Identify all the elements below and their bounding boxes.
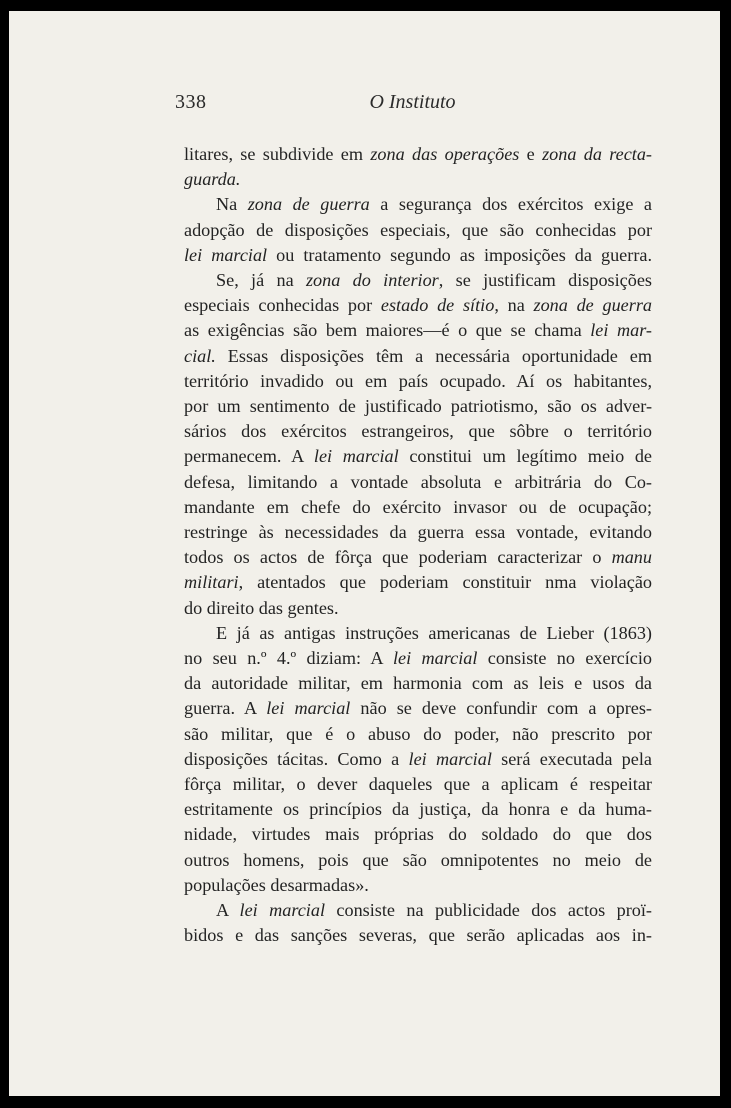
- text-line: [184, 898, 652, 923]
- italic-run: zona das operações: [370, 144, 520, 164]
- text-run: fôrça militar, o dever daqueles que a aplicam é respeitar: [184, 774, 652, 795]
- text-run: todos os actos de fôrça que poderiam caracterizar o: [184, 547, 612, 568]
- text-run: , atentados que poderiam constituir nma violação: [238, 572, 652, 593]
- italic-run: estado de sítio: [380, 295, 495, 316]
- text-run: no seu n.º 4.º diziam: A: [184, 648, 393, 669]
- text-line: [184, 344, 652, 369]
- text-run: território invadido ou em país ocupado. Aí os habitantes,: [184, 370, 652, 391]
- italic-run: lei marcial: [184, 244, 268, 265]
- text-run: guerra. A: [184, 698, 267, 719]
- text-run: mandante em chefe do exército invasor ou de ocupação;: [184, 496, 652, 517]
- text-line: [184, 520, 652, 545]
- italic-run: militari: [184, 572, 239, 593]
- text-line: [184, 722, 652, 747]
- text-line: [184, 470, 652, 495]
- italic-run: zona de guerra: [533, 295, 652, 316]
- text-line: [184, 394, 652, 419]
- paragraph: [184, 621, 652, 898]
- text-run: ou tratamento segundo as imposições da guerra.: [267, 244, 652, 265]
- text-line: [184, 646, 652, 671]
- text-run: nidade, virtudes mais próprias do soldado do que dos: [184, 824, 652, 845]
- italic-run: guarda.: [184, 169, 241, 190]
- text-line: [184, 293, 652, 318]
- text-run: restringe às necessidades da guerra essa vontade, evitando: [184, 522, 652, 543]
- text-line: [184, 419, 652, 444]
- text-run: , se justificam disposições: [438, 270, 652, 291]
- text-run: a segurança dos exércitos exige a: [369, 194, 652, 215]
- text-run: outros homens, pois que são omnipotentes no meio de: [184, 849, 652, 870]
- paragraph: [184, 142, 652, 192]
- italic-run: lei marcial: [266, 698, 351, 719]
- text-run: disposições tácitas. Como a: [184, 748, 409, 769]
- text-line: [184, 268, 652, 293]
- text-run: populações desarmadas».: [184, 874, 369, 895]
- text-run: não se deve confundir com a opres-: [350, 698, 652, 719]
- text-run: por um sentimento de justificado patriotismo, são os adver-: [184, 396, 652, 417]
- text-run: sários dos exércitos estrangeiros, que sôbre o território: [184, 421, 652, 442]
- italic-run: zona de guerra: [247, 194, 370, 215]
- text-run: estritamente os princípios da justiça, da honra e da huma-: [184, 799, 652, 820]
- running-title: O Instituto: [369, 91, 456, 113]
- text-run: permanecem. A: [184, 446, 314, 467]
- text-run: constitui um legítimo meio de: [398, 446, 652, 467]
- text-line: [184, 747, 652, 772]
- text-run: Essas disposições têm a necessária oportunidade em: [215, 345, 652, 366]
- page-header: [175, 91, 650, 121]
- text-run: E já as antigas instruções americanas de Lieber (1863): [216, 622, 652, 643]
- text-run: defesa, limitando a vontade absoluta e arbitrária do Co-: [184, 471, 652, 492]
- text-line: [184, 570, 652, 595]
- text-run: são militar, que é o abuso do poder, não prescrito por: [184, 723, 652, 744]
- text-run: A: [216, 900, 240, 921]
- body-text: [184, 142, 652, 949]
- italic-run: zona da recta-: [542, 144, 652, 164]
- italic-run: cial.: [184, 345, 216, 366]
- text-line: [184, 671, 652, 696]
- text-line: [184, 243, 652, 268]
- text-line: [184, 218, 652, 243]
- text-run: será executada pela: [491, 748, 652, 769]
- text-line: [184, 797, 652, 822]
- text-line: [184, 167, 652, 192]
- text-line: [184, 369, 652, 394]
- paragraph: [184, 898, 652, 948]
- text-run: litares, se subdivide em: [184, 144, 371, 164]
- text-line: [184, 822, 652, 847]
- text-run: da autoridade militar, em harmonia com as leis e usos da: [184, 673, 652, 694]
- text-run: adopção de disposições especiais, que são conhecidas por: [184, 219, 652, 240]
- italic-run: lei marcial: [392, 648, 478, 669]
- text-line: [184, 192, 652, 217]
- paragraph: [184, 192, 652, 268]
- text-line: [184, 596, 652, 621]
- text-line: [184, 772, 652, 797]
- text-run: Se, já na: [216, 270, 306, 291]
- page-number: 338: [175, 91, 207, 113]
- italic-run: lei marcial: [408, 748, 492, 769]
- text-run: as exigências são bem maiores—é o que se chama: [184, 320, 591, 341]
- text-line: [184, 545, 652, 570]
- text-line: [184, 848, 652, 873]
- text-run: consiste no exercício: [477, 648, 652, 669]
- text-run: Na: [216, 194, 248, 215]
- text-line: [184, 142, 652, 167]
- italic-run: zona do interior: [305, 270, 439, 291]
- italic-run: lei mar-: [590, 320, 652, 341]
- italic-run: manu: [611, 547, 652, 568]
- text-line: [184, 495, 652, 520]
- text-run: do direito das gentes.: [184, 597, 339, 618]
- paragraph: [184, 268, 652, 621]
- text-line: [184, 318, 652, 343]
- text-run: bidos e das sanções severas, que serão aplicadas aos in-: [184, 925, 652, 946]
- text-run: especiais conhecidas por: [184, 295, 381, 316]
- text-run: e: [519, 144, 543, 164]
- italic-run: lei marcial: [239, 900, 326, 921]
- text-line: [184, 444, 652, 469]
- text-line: [184, 923, 652, 948]
- text-line: [184, 696, 652, 721]
- text-line: [184, 873, 652, 898]
- text-run: consiste na publicidade dos actos proï-: [325, 900, 652, 921]
- text-run: , na: [494, 295, 534, 316]
- italic-run: lei marcial: [313, 446, 399, 467]
- book-page: [9, 11, 720, 1096]
- text-line: [184, 621, 652, 646]
